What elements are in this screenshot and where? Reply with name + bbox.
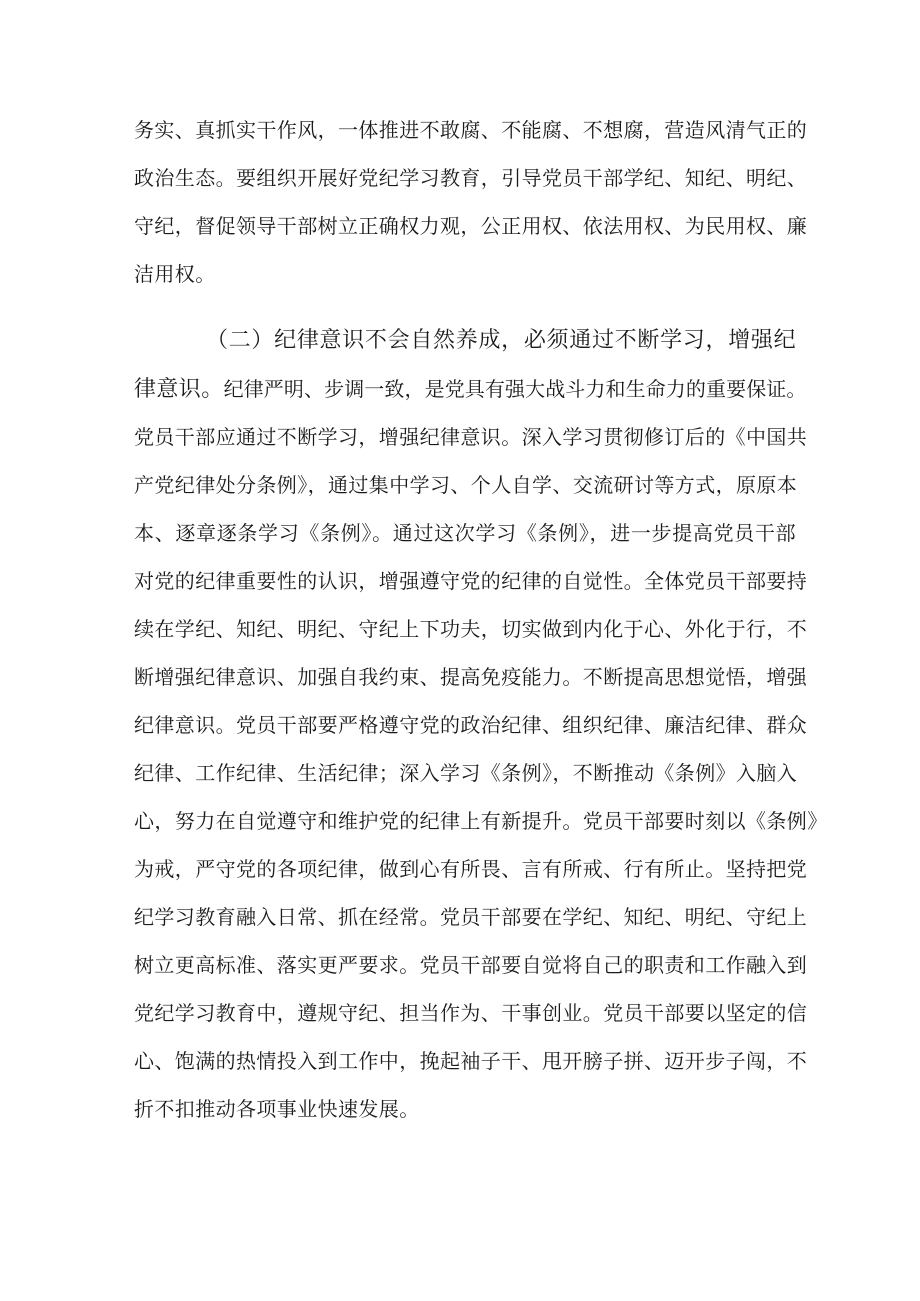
paragraph-line: 政治生态。要组织开展好党纪学习教育，引导党员干部学纪、知纪、明纪、 [134,166,808,190]
paragraph-line: 折不扣推动各项事业快速发展。 [134,1097,420,1121]
paragraph-line: 断增强纪律意识、加强自我约束、提高免疫能力。不断提高思想觉悟，增强 [134,665,808,689]
section-heading: （二）纪律意识不会自然养成，必须通过不断学习，增强纪 [206,328,796,353]
paragraph-line: 对党的纪律重要性的认识，增强遵守党的纪律的自觉性。全体党员干部要持 [134,569,808,593]
paragraph-line: 心、饱满的热情投入到工作中，挽起袖子干、甩开膀子拼、迈开步子闯，不 [134,1049,808,1073]
paragraph-line: 守纪，督促领导干部树立正确权力观，公正用权、依法用权、为民用权、廉 [134,214,808,238]
paragraph-line: 树立更高标准、落实更严要求。党员干部要自觉将自己的职责和工作融入到 [134,953,808,977]
paragraph-line: 为戒，严守党的各项纪律，做到心有所畏、言有所戒、行有所止。坚持把党 [134,857,808,881]
paragraph-line: 续在学纪、知纪、明纪、守纪上下功夫，切实做到内化于心、外化于行，不 [134,617,808,641]
paragraph-line: 纪律、工作纪律、生活纪律；深入学习《条例》，不断推动《条例》入脑入 [134,761,798,785]
paragraph-line: 本、逐章逐条学习《条例》。通过这次学习《条例》，进一步提高党员干部 [134,521,796,545]
paragraph-line: 纪学习教育融入日常、抓在经常。党员干部要在学纪、知纪、明纪、守纪上 [134,905,808,929]
paragraph-line: 纪律意识。党员干部要严格遵守党的政治纪律、组织纪律、廉洁纪律、群众 [134,713,808,737]
paragraph-text: 纪律严明、步调一致，是党具有强大战斗力和生命力的重要保证。 [223,377,807,401]
paragraph-line: 洁用权。 [134,262,216,286]
paragraph-line: 心，努力在自觉遵守和维护党的纪律上有新提升。党员干部要时刻以《条例》 [134,809,828,833]
paragraph-line: 党员干部应通过不断学习，增强纪律意识。深入学习贯彻修订后的《中国共 [134,425,808,449]
section-heading-tail: 律意识。 [134,377,224,402]
paragraph-line: 党纪学习教育中，遵规守纪、担当作为、干事创业。党员干部要以坚定的信 [134,1001,808,1025]
paragraph-line: 产党纪律处分条例》，通过集中学习、个人自学、交流研讨等方式，原原本 [134,473,798,497]
paragraph-line: 务实、真抓实干作风，一体推进不敢腐、不能腐、不想腐，营造风清气正的 [134,118,808,142]
section-heading-continuation [134,375,807,404]
